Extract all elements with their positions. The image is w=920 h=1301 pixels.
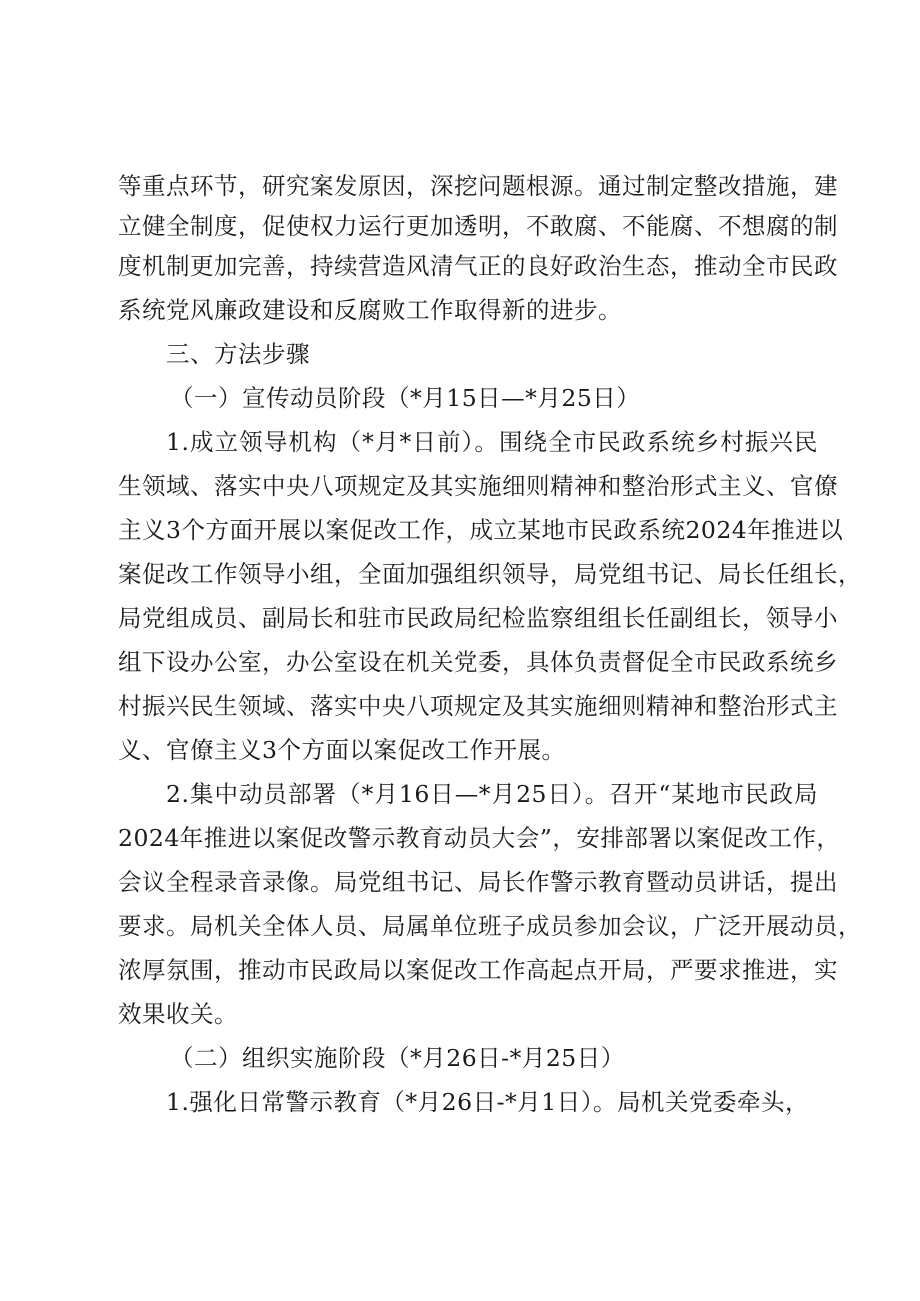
paragraph-line: 2.集中动员部署（*月16日—*月25日）。召开“某地市民政局 bbox=[166, 780, 818, 808]
paragraph-line: 效果收关。 bbox=[118, 1000, 238, 1028]
paragraph-line: 案促改工作领导小组，全面加强组织领导，局党组书记、局长任组长， bbox=[118, 560, 862, 588]
paragraph-line: 组下设办公室，办公室设在机关党委，具体负责督促全市民政系统乡 bbox=[118, 648, 838, 676]
paragraph-line: 主义3个方面开展以案促改工作，成立某地市民政系统2024年推进以 bbox=[118, 516, 844, 544]
paragraph-line: 生领域、落实中央八项规定及其实施细则精神和整治形式主义、官僚 bbox=[118, 472, 838, 500]
subsection-heading: （一）宣传动员阶段（*月15日—*月25日） bbox=[170, 384, 641, 412]
paragraph-line: 局党组成员、副局长和驻市民政局纪检监察组组长任副组长，领导小 bbox=[118, 604, 838, 632]
paragraph-line: 浓厚氛围，推动市民政局以案促改工作高起点开局，严要求推进，实 bbox=[118, 956, 838, 984]
paragraph-line: 义、官僚主义3个方面以案促改工作开展。 bbox=[118, 736, 566, 764]
paragraph-line: 1.成立领导机构（*月*日前）。围绕全市民政系统乡村振兴民 bbox=[166, 428, 818, 456]
paragraph-line: 系统党风廉政建设和反腐败工作取得新的进步。 bbox=[118, 296, 622, 324]
subsection-heading: （二）组织实施阶段（*月26日-*月25日） bbox=[170, 1044, 625, 1072]
paragraph-line: 2024年推进以案促改警示教育动员大会”，安排部署以案促改工作， bbox=[118, 824, 841, 852]
paragraph-line: 度机制更加完善，持续营造风清气正的良好政治生态，推动全市民政 bbox=[118, 252, 838, 280]
paragraph-line: 等重点环节，研究案发原因，深挖问题根源。通过制定整改措施，建 bbox=[118, 172, 838, 200]
paragraph-line: 村振兴民生领域、落实中央八项规定及其实施细则精神和整治形式主 bbox=[118, 692, 838, 720]
section-heading: 三、方法步骤 bbox=[166, 340, 310, 368]
paragraph-line: 要求。局机关全体人员、局属单位班子成员参加会议，广泛开展动员， bbox=[118, 912, 862, 940]
paragraph-line: 1.强化日常警示教育（*月26日-*月1日）。局机关党委牵头， bbox=[166, 1088, 809, 1116]
paragraph-line: 会议全程录音录像。局党组书记、局长作警示教育暨动员讲话，提出 bbox=[118, 868, 838, 896]
paragraph-line: 立健全制度，促使权力运行更加透明，不敢腐、不能腐、不想腐的制 bbox=[118, 212, 838, 240]
